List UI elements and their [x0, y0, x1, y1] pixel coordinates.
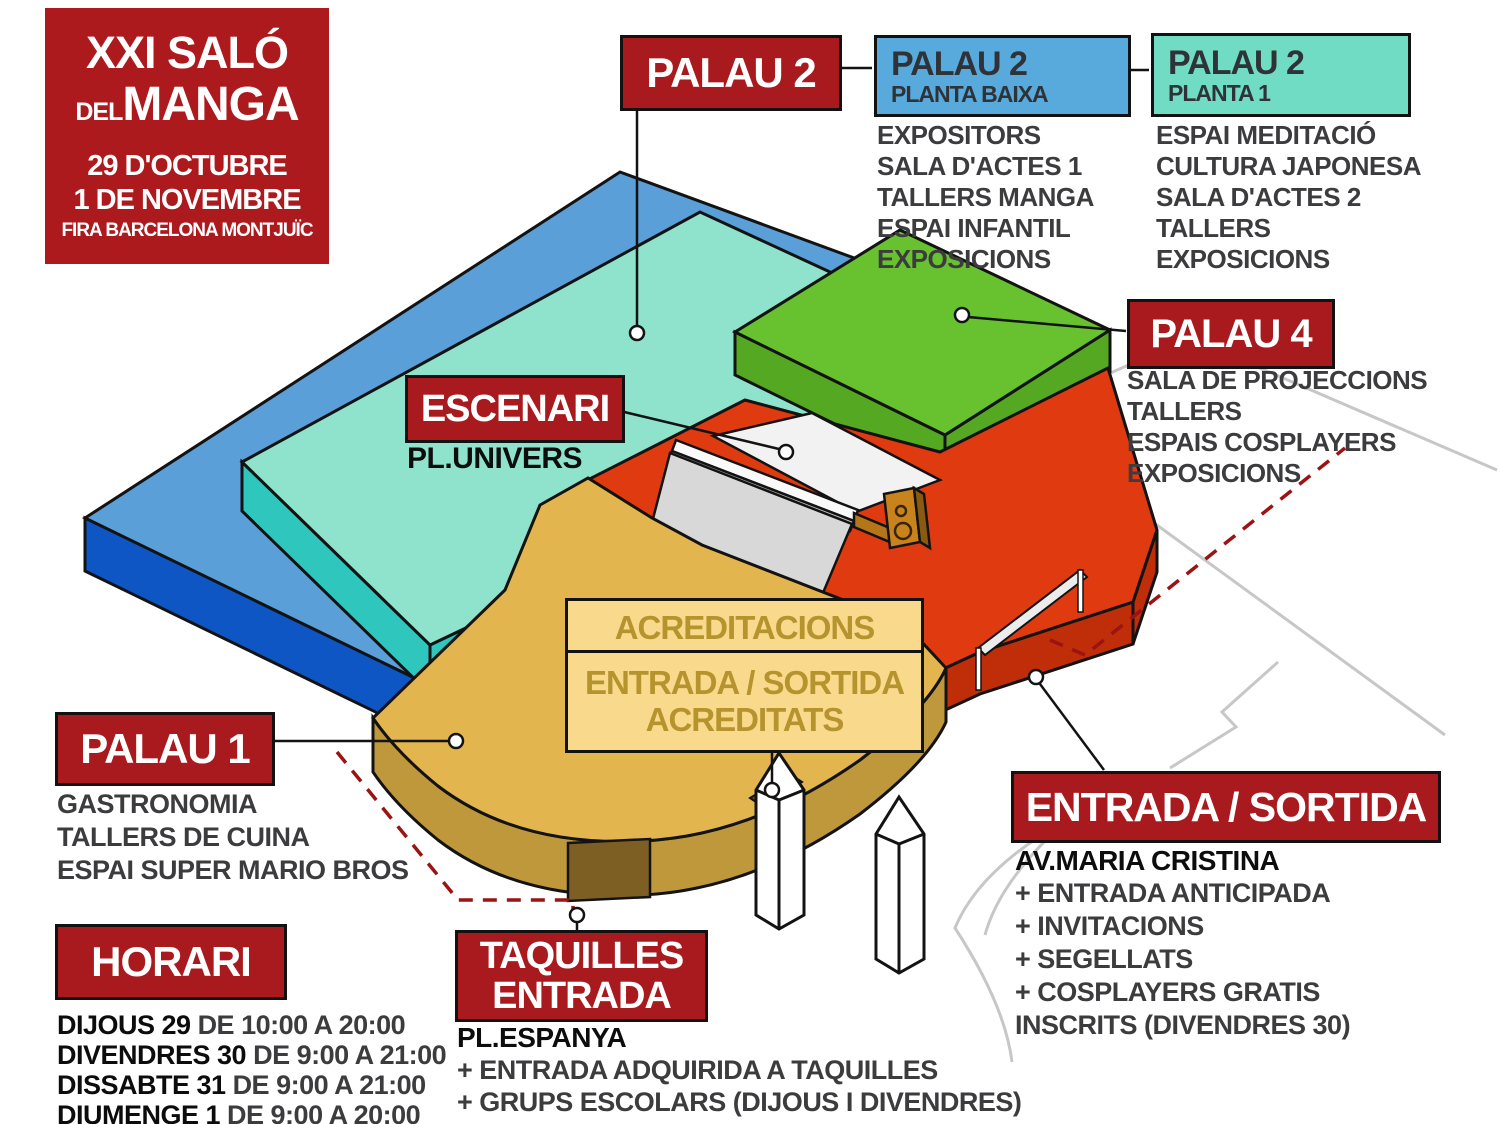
event-venue: FIRA BARCELONA MONTJUÏC [61, 219, 313, 241]
event-title-manga: MANGA [122, 77, 299, 131]
list-item: + ENTRADA ANTICIPADA [1015, 878, 1331, 908]
list-item: SALA DE PROJECCIONS [1127, 365, 1428, 395]
list-item: TALLERS MANGA [877, 182, 1094, 212]
list-item: + SEGELLATS [1015, 944, 1193, 974]
entrada-sortida-info [1015, 845, 1350, 1042]
connector-entrada-sortida [1040, 684, 1104, 770]
planta-baixa-subtitle: PLANTA BAIXA [891, 80, 1048, 107]
acreditacions-box: ACREDITACIONS [565, 598, 924, 659]
palau1-front-entrance-notch [568, 839, 650, 901]
schedule-day: DISSABTE 31 [57, 1070, 226, 1100]
list-item: EXPOSITORS [877, 120, 1041, 150]
schedule-row [57, 1010, 446, 1040]
event-title-del: DEL [75, 97, 123, 126]
connector-dot [449, 734, 463, 748]
list-item: TALLERS DE CUINA [57, 822, 310, 852]
list-item: GASTRONOMIA [57, 789, 257, 819]
taquilles-info [457, 1022, 1021, 1118]
list-item: TALLERS [1156, 213, 1271, 243]
entry-gate-post [1078, 570, 1083, 612]
list-item: + COSPLAYERS GRATIS [1015, 977, 1320, 1007]
event-title-line1: XXI SALÓ [85, 26, 289, 78]
list-item: + ENTRADA ADQUIRIDA A TAQUILLES [457, 1055, 938, 1085]
connector-dot [955, 308, 969, 322]
taquilles-location: PL.ESPANYA [457, 1022, 627, 1053]
schedule-time: DE 9:00 A 20:00 [227, 1100, 421, 1124]
list-item: + INVITACIONS [1015, 911, 1204, 941]
acreditats-line1: ENTRADA / SORTIDA [584, 664, 905, 702]
taquilles-line2: ENTRADA [492, 975, 671, 1017]
palau2-label: PALAU 2 [620, 35, 842, 111]
schedule-time: DE 9:00 A 21:00 [232, 1070, 426, 1100]
list-item: ESPAIS COSPLAYERS [1127, 427, 1396, 457]
taquilles-entrada-label [455, 930, 708, 1022]
palau4-list [1127, 365, 1427, 489]
list-item: SALA D'ACTES 2 [1156, 182, 1361, 212]
list-item: TALLERS [1127, 396, 1242, 426]
entrada-location: AV.MARIA CRISTINA [1015, 845, 1280, 876]
taquilles-line1: TAQUILLES [479, 935, 684, 977]
list-item: + GRUPS ESCOLARS (DIJOUS I DIVENDRES) [457, 1087, 1022, 1117]
planta1-subtitle: PLANTA 1 [1168, 79, 1270, 106]
entrada-sortida-acreditats-box [565, 650, 924, 753]
escenari-label: ESCENARI [405, 375, 625, 443]
list-item: EXPOSICIONS [877, 244, 1051, 274]
palau2-planta1-box [1151, 33, 1411, 117]
connector-dot [630, 326, 644, 340]
schedule-time: DE 10:00 A 20:00 [197, 1010, 406, 1040]
list-item: ESPAI SUPER MARIO BROS [57, 855, 409, 885]
connector-dot [570, 908, 584, 922]
entrada-sortida-label: ENTRADA / SORTIDA [1011, 771, 1441, 843]
schedule-day: DIUMENGE 1 [57, 1100, 221, 1124]
connector-dot [1029, 670, 1043, 684]
palau1-list [57, 788, 409, 887]
schedule-day: DIVENDRES 30 [57, 1040, 247, 1070]
horari-schedule [57, 1010, 446, 1124]
planta1-title: PALAU 2 [1168, 43, 1304, 82]
schedule-day: DIJOUS 29 [57, 1010, 191, 1040]
planta-baixa-list [877, 120, 1094, 275]
palau1-label: PALAU 1 [55, 712, 275, 786]
event-title-line2 [75, 78, 298, 139]
horari-label: HORARI [55, 924, 287, 1000]
event-date-line2: 1 DE NOVEMBRE [73, 183, 301, 216]
palau2-planta-baixa-box [874, 35, 1131, 117]
schedule-row [57, 1100, 446, 1124]
list-item: ESPAI INFANTIL [877, 213, 1071, 243]
entry-gate-post [976, 648, 981, 690]
list-item: ESPAI MEDITACIÓ [1156, 120, 1376, 150]
list-item: EXPOSICIONS [1156, 244, 1330, 274]
acreditats-line2: ACREDITATS [645, 700, 844, 738]
escenari-location: PL.UNIVERS [407, 442, 583, 475]
schedule-row [57, 1070, 446, 1100]
schedule-time: DE 9:00 A 21:00 [253, 1040, 447, 1070]
planta1-list [1156, 120, 1421, 275]
planta-baixa-title: PALAU 2 [891, 44, 1027, 83]
list-item: EXPOSICIONS [1127, 458, 1301, 488]
list-item: INSCRITS (DIVENDRES 30) [1015, 1010, 1351, 1040]
schedule-row [57, 1040, 446, 1070]
event-date-line1: 29 D'OCTUBRE [87, 149, 287, 182]
connector-dot [765, 783, 779, 797]
connector-dot [779, 445, 793, 459]
event-title-box [45, 8, 329, 264]
outline-road-zigzag [1170, 662, 1278, 768]
palau4-label: PALAU 4 [1127, 299, 1335, 369]
list-item: SALA D'ACTES 1 [877, 151, 1082, 181]
list-item: CULTURA JAPONESA [1156, 151, 1422, 181]
